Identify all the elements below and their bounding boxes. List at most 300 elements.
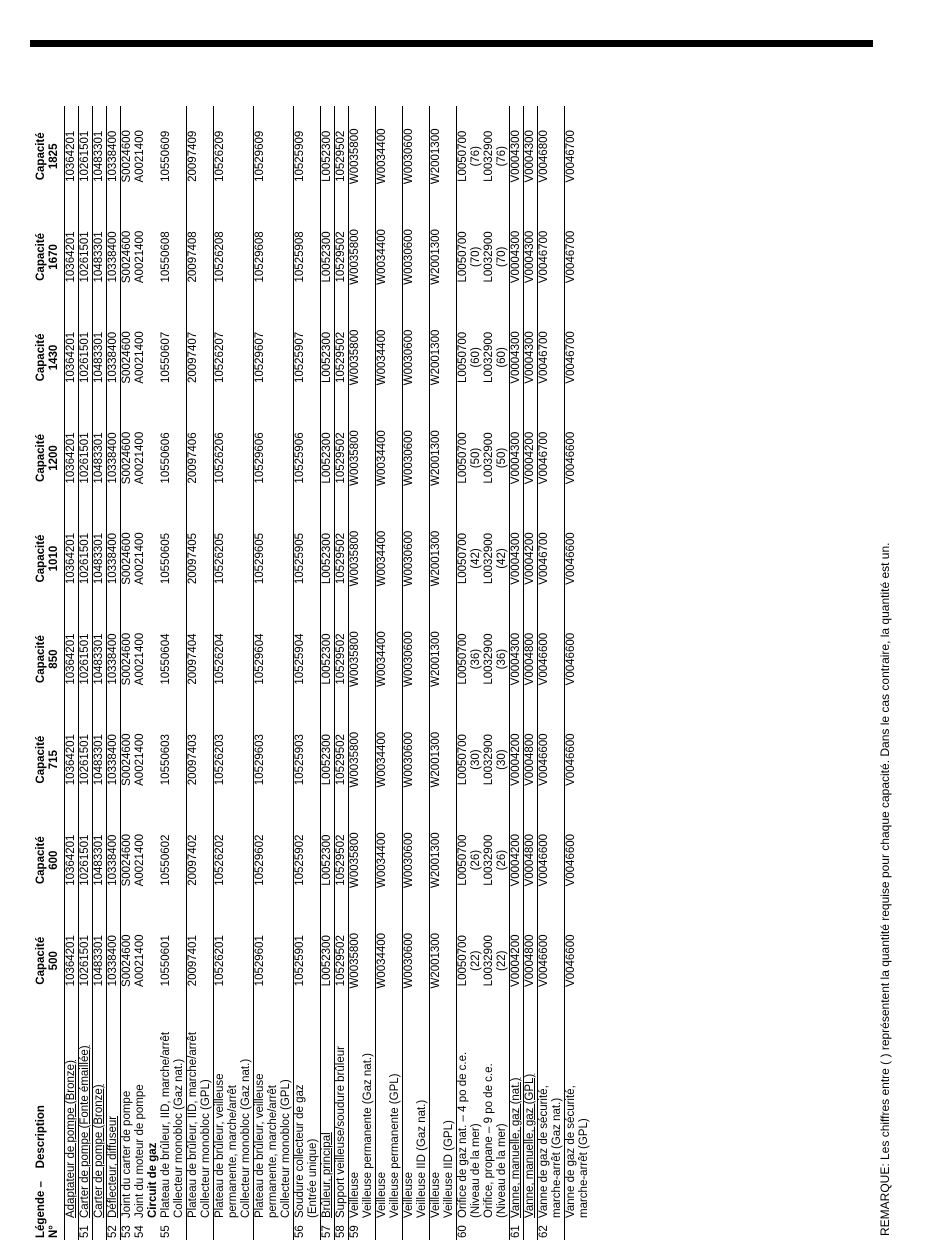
- legend-number: 52: [107, 1220, 121, 1240]
- part-number-cell: L0052300: [321, 609, 335, 710]
- part-number-cell: W0035800: [349, 609, 376, 710]
- legend-number: 60: [457, 1220, 484, 1240]
- part-number-cell: 10529502: [335, 408, 349, 509]
- part-description: Vanne, manuelle, gaz (GPL): [524, 1011, 538, 1220]
- table-header-row: [35, 106, 65, 1240]
- part-number-cell: V0046700: [538, 408, 565, 509]
- part-number-cell: V0046600: [565, 709, 592, 810]
- table-row: [524, 106, 538, 1240]
- part-number-cell: W2001300: [430, 910, 457, 1011]
- part-number-cell: V0004200: [510, 709, 524, 810]
- capacity-header: Capacité 1670: [35, 207, 65, 308]
- legend-number: [214, 1220, 254, 1240]
- table-row: [349, 106, 376, 1240]
- part-number-cell: A0021400: [134, 833, 146, 887]
- legend-number: [187, 1220, 214, 1240]
- part-number-cell: [147, 609, 160, 710]
- part-number-cell: [147, 307, 160, 408]
- table-row: [457, 106, 484, 1240]
- top-rule: [30, 40, 873, 47]
- legend-number: [147, 1220, 160, 1240]
- part-number-cell: A0021400: [134, 230, 146, 284]
- part-number-cell: V0004300: [510, 207, 524, 308]
- part-number-cell: L0050700 (26): [457, 810, 484, 911]
- part-number-cell: L0032900 (76): [483, 130, 508, 182]
- table-row: [214, 106, 254, 1240]
- part-number-cell: L0032900 (30): [483, 734, 508, 786]
- part-number-cell: 10525901: [294, 910, 321, 1011]
- legend-number: 54: [134, 1225, 146, 1238]
- legend-description-header: Légende – Description N°: [35, 1011, 65, 1240]
- capacity-header: Capacité 600: [35, 810, 65, 911]
- part-number-cell: V0004200: [510, 810, 524, 911]
- part-number-cell: 10550609: [160, 130, 172, 182]
- part-description: Déflecteur, diffuseur: [107, 1011, 121, 1220]
- legend-number: [430, 1220, 457, 1240]
- part-number-cell: V0004200: [524, 408, 538, 509]
- part-number-cell: V0046600: [565, 910, 592, 1011]
- part-number-cell: 10483301: [93, 709, 107, 810]
- part-number-cell: V0046600: [538, 709, 565, 810]
- part-number-cell: V0046700: [565, 307, 592, 408]
- part-description: Joint du moteur de pompe: [134, 1084, 146, 1218]
- part-number-cell: W0030600: [403, 106, 430, 207]
- part-number-cell: 20097407: [187, 307, 214, 408]
- part-number-cell: V0004200: [524, 508, 538, 609]
- part-description: Vanne de gaz de sécurité, marche-arrêt (GPL): [565, 1011, 592, 1220]
- legend-number: 57: [321, 1220, 335, 1240]
- part-description: Veilleuse Veilleuse IID (GPL): [430, 1011, 457, 1220]
- legend-number: [254, 1220, 294, 1240]
- part-number-cell: 10529608: [254, 207, 294, 308]
- part-number-cell: W2001300: [430, 106, 457, 207]
- part-number-cell: V0004300: [510, 408, 524, 509]
- part-number-cell: 10550605: [160, 532, 172, 585]
- part-number-cell: 10364201: [65, 231, 77, 283]
- legend-number: 55: [160, 1225, 172, 1238]
- part-number-cell: L0050700 (60): [457, 307, 484, 408]
- parts-table: [35, 106, 591, 1240]
- part-number-cell: L0050700 (70): [457, 207, 484, 308]
- part-number-cell: 20097408: [187, 207, 214, 308]
- part-number-cell: [147, 207, 160, 308]
- part-number-cell: 10261501: [79, 910, 93, 1011]
- part-number-cell: W0030600: [403, 910, 430, 1011]
- part-description: Joint du carter de pompe: [121, 1011, 135, 1220]
- part-number-cell: S0024600: [121, 810, 135, 911]
- part-number-cell: 10483301: [93, 609, 107, 710]
- part-number-cell: W0030600: [403, 508, 430, 609]
- part-number-cell: S0024600: [121, 307, 135, 408]
- part-number-cell: 10526201: [214, 910, 254, 1011]
- part-number-cell: 10529502: [335, 508, 349, 609]
- legend-number: 58: [335, 1220, 349, 1240]
- part-number-cell: [147, 408, 160, 509]
- part-number-cell: S0024600: [121, 609, 135, 710]
- part-number-cell: 10526205: [214, 508, 254, 609]
- part-number-cell: 10338400: [107, 408, 121, 509]
- part-number-cell: 10526204: [214, 609, 254, 710]
- part-number-cell: 10529502: [335, 709, 349, 810]
- part-number-cell: W0035800: [349, 408, 376, 509]
- part-number-cell: 10529502: [335, 910, 349, 1011]
- part-number-cell: L0050700 (50): [457, 408, 484, 509]
- part-number-cell: W0030600: [403, 408, 430, 509]
- part-number-cell: 10526202: [214, 810, 254, 911]
- part-number-cell: V0004300: [524, 307, 538, 408]
- part-number-cell: W2001300: [430, 307, 457, 408]
- part-description: Vanne, manuelle, gaz (nat.): [510, 1011, 524, 1220]
- part-number-cell: V0004200: [510, 910, 524, 1011]
- part-number-cell: 10364201: [65, 331, 77, 384]
- part-number-cell: V0004300: [510, 307, 524, 408]
- part-description: Support veilleuse/soudure brûleur: [335, 1011, 349, 1220]
- part-number-cell: W0035800: [349, 709, 376, 810]
- part-number-cell: A0021400: [134, 130, 146, 183]
- part-number-cell: 10550602: [160, 834, 172, 886]
- part-number-cell: W2001300: [430, 408, 457, 509]
- part-number-cell: 10529602: [254, 810, 294, 911]
- part-number-cell: 10525904: [294, 609, 321, 710]
- part-number-cell: L0032900 (60): [483, 331, 508, 384]
- table-row: [160, 106, 187, 1240]
- table-row: [510, 106, 524, 1240]
- part-number-cell: W0034400: [376, 910, 403, 1011]
- part-number-cell: W0030600: [403, 609, 430, 710]
- part-number-cell: 10483301: [93, 307, 107, 408]
- part-number-cell: L0050700 (30): [457, 709, 484, 810]
- part-number-cell: 10529606: [254, 408, 294, 509]
- table-row: [294, 106, 321, 1240]
- part-number-cell: 10261501: [79, 408, 93, 509]
- part-number-cell: W2001300: [430, 709, 457, 810]
- legend-number: [65, 1220, 79, 1240]
- part-number-cell: V0046600: [538, 810, 565, 911]
- part-number-cell: 10364201: [65, 432, 77, 484]
- legend-number: [403, 1220, 430, 1240]
- part-number-cell: 10550603: [160, 734, 172, 786]
- part-number-cell: V0004300: [510, 609, 524, 710]
- part-description: Adaptateur de pompe (Bronze): [65, 1060, 77, 1218]
- part-number-cell: S0024600: [121, 207, 135, 308]
- part-number-cell: 10526206: [214, 408, 254, 509]
- part-number-cell: L0052300: [321, 810, 335, 911]
- legend-number: [483, 1220, 510, 1240]
- part-number-cell: 10261501: [79, 609, 93, 710]
- part-number-cell: L0050700 (22): [457, 910, 484, 1011]
- part-number-cell: A0021400: [134, 632, 146, 686]
- part-number-cell: 10525902: [294, 810, 321, 911]
- part-number-cell: V0004800: [524, 609, 538, 710]
- part-description: Veilleuse Veilleuse permanente (GPL): [376, 1011, 403, 1220]
- part-number-cell: V0004300: [510, 508, 524, 609]
- part-number-cell: 10526208: [214, 207, 254, 308]
- part-number-cell: W0034400: [376, 307, 403, 408]
- part-number-cell: W0030600: [403, 810, 430, 911]
- part-description: Vanne de gaz de sécurité, marche-arrêt (Gaz nat.): [538, 1011, 565, 1220]
- part-number-cell: 20097406: [187, 408, 214, 509]
- part-number-cell: V0004300: [510, 106, 524, 207]
- part-number-cell: V0046600: [565, 609, 592, 710]
- part-number-cell: V0046700: [565, 207, 592, 308]
- part-number-cell: 10364201: [65, 130, 77, 182]
- legend-number: 51: [79, 1220, 93, 1240]
- part-number-cell: 10526209: [214, 106, 254, 207]
- table-row: [93, 106, 107, 1240]
- part-description: Plateau de brûleur, IID, marche/arrêt Collecteur monobloc (GPL): [187, 1011, 214, 1220]
- capacity-header: Capacité 715: [35, 709, 65, 810]
- part-number-cell: 10529605: [254, 508, 294, 609]
- table-row: [121, 106, 135, 1240]
- part-number-cell: L0050700 (42): [457, 508, 484, 609]
- part-description: Brûleur, principal: [321, 1011, 335, 1220]
- part-number-cell: W0034400: [376, 609, 403, 710]
- part-number-cell: 10529502: [335, 307, 349, 408]
- part-number-cell: 10550604: [160, 633, 172, 685]
- part-number-cell: A0021400: [134, 934, 146, 987]
- table-row: [376, 106, 403, 1240]
- rotated-page: [35, 90, 591, 1240]
- part-number-cell: W0034400: [376, 810, 403, 911]
- part-number-cell: 10483301: [93, 106, 107, 207]
- part-number-cell: L0052300: [321, 508, 335, 609]
- part-number-cell: S0024600: [121, 508, 135, 609]
- part-number-cell: S0024600: [121, 106, 135, 207]
- part-number-cell: 10529502: [335, 810, 349, 911]
- part-number-cell: 10364201: [65, 734, 77, 786]
- part-number-cell: L0050700 (36): [457, 609, 484, 710]
- part-number-cell: A0021400: [134, 431, 146, 485]
- legend-number: 53: [121, 1220, 135, 1240]
- part-number-cell: S0024600: [121, 910, 135, 1011]
- part-number-cell: W0035800: [349, 508, 376, 609]
- part-number-cell: 10550601: [160, 935, 172, 987]
- part-number-cell: [147, 106, 160, 207]
- part-number-cell: L0032900 (22): [483, 935, 508, 987]
- part-number-cell: 10526207: [214, 307, 254, 408]
- part-number-cell: 10550606: [160, 432, 172, 484]
- part-number-cell: 10529603: [254, 709, 294, 810]
- capacity-header: Capacité 500: [35, 910, 65, 1011]
- part-number-cell: 10261501: [79, 307, 93, 408]
- capacity-header: Capacité 1200: [35, 408, 65, 509]
- part-number-cell: L0052300: [321, 207, 335, 308]
- table-row: [187, 106, 214, 1240]
- part-number-cell: V0046600: [565, 408, 592, 509]
- part-number-cell: 10525907: [294, 307, 321, 408]
- part-number-cell: W0034400: [376, 508, 403, 609]
- part-number-cell: V0004800: [524, 910, 538, 1011]
- part-number-cell: V0046600: [565, 508, 592, 609]
- part-number-cell: V0046600: [538, 910, 565, 1011]
- table-row: [79, 106, 93, 1240]
- part-number-cell: 10261501: [79, 810, 93, 911]
- part-number-cell: 10529609: [254, 106, 294, 207]
- part-number-cell: L0052300: [321, 709, 335, 810]
- table-row: [538, 106, 565, 1240]
- part-number-cell: L0032900 (70): [483, 231, 508, 283]
- part-number-cell: 10525909: [294, 106, 321, 207]
- legend-number: 56: [294, 1220, 321, 1240]
- part-number-cell: 10529502: [335, 207, 349, 308]
- part-number-cell: V0004300: [524, 106, 538, 207]
- part-number-cell: W0034400: [376, 207, 403, 308]
- table-row: [335, 106, 349, 1240]
- part-number-cell: 10526203: [214, 709, 254, 810]
- legend-number: [376, 1220, 403, 1240]
- part-number-cell: L0052300: [321, 106, 335, 207]
- table-row: [65, 106, 79, 1240]
- part-number-cell: 10338400: [107, 810, 121, 911]
- remark-note: REMARQUE: Les chiffres entre ( ) représentent la quantité requise pour chaque capacité. Dans le cas contraire, la quantité est un.: [878, 542, 892, 1236]
- table-row: [107, 106, 121, 1240]
- table-row: [483, 106, 510, 1240]
- part-number-cell: W0030600: [403, 307, 430, 408]
- part-number-cell: 10338400: [107, 207, 121, 308]
- part-description: Soudure collecteur de gaz (Entrée unique): [294, 1011, 321, 1220]
- part-number-cell: 10525906: [294, 408, 321, 509]
- part-number-cell: L0052300: [321, 307, 335, 408]
- part-number-cell: W2001300: [430, 810, 457, 911]
- part-number-cell: 10338400: [107, 609, 121, 710]
- part-number-cell: 10364201: [65, 633, 77, 685]
- legend-number: [524, 1220, 538, 1240]
- part-number-cell: V0046700: [538, 307, 565, 408]
- part-description: Plateau de brûleur, veilleuse permanente, marche/arrêt Collecteur monobloc (Gaz nat.): [214, 1011, 254, 1220]
- part-number-cell: W0035800: [349, 207, 376, 308]
- table-row: [254, 106, 294, 1240]
- part-description: Orifice, propane – 9 po de c.e. (Niveau de la mer): [483, 1063, 508, 1218]
- part-number-cell: W0030600: [403, 709, 430, 810]
- table-row: [321, 106, 335, 1240]
- part-number-cell: 10529601: [254, 910, 294, 1011]
- part-number-cell: A0021400: [134, 532, 146, 585]
- part-number-cell: V0046700: [538, 207, 565, 308]
- part-number-cell: 10338400: [107, 709, 121, 810]
- part-number-cell: 10483301: [93, 910, 107, 1011]
- legend-number: 59: [349, 1220, 376, 1240]
- table-row: [147, 106, 160, 1240]
- legend-number: 62: [538, 1220, 565, 1240]
- part-number-cell: V0046800: [538, 106, 565, 207]
- part-number-cell: V0004800: [524, 810, 538, 911]
- part-number-cell: 10525903: [294, 709, 321, 810]
- table-row: [134, 106, 147, 1240]
- part-number-cell: V0046700: [565, 106, 592, 207]
- part-number-cell: 10483301: [93, 408, 107, 509]
- table-row: [403, 106, 430, 1240]
- part-number-cell: W0034400: [376, 408, 403, 509]
- part-number-cell: 10338400: [107, 307, 121, 408]
- part-number-cell: V0046700: [538, 508, 565, 609]
- capacity-header: Capacité 1825: [35, 106, 65, 207]
- part-number-cell: W2001300: [430, 609, 457, 710]
- part-description: Plateau de brûleur, veilleuse permanente, marche/arrêt Collecteur monobloc (GPL): [254, 1011, 294, 1220]
- part-number-cell: L0032900 (50): [483, 432, 508, 484]
- part-description: Carter de pompe (Fonte émaillée): [79, 1011, 93, 1220]
- part-number-cell: 10338400: [107, 910, 121, 1011]
- part-number-cell: V0046600: [538, 609, 565, 710]
- part-number-cell: W0034400: [376, 709, 403, 810]
- legend-number: [565, 1220, 592, 1240]
- part-number-cell: 20097404: [187, 609, 214, 710]
- part-description: Orifice de gaz nat. – 4 po de c.e. (Niveau de la mer): [457, 1011, 484, 1220]
- part-number-cell: L0032900 (36): [483, 633, 508, 685]
- part-description: Carter de pompe (Bronze): [93, 1011, 107, 1220]
- part-description: Plateau de brûleur, IID, marche/arrêt Collecteur monobloc (Gaz nat.): [160, 1031, 185, 1218]
- part-number-cell: W2001300: [430, 508, 457, 609]
- part-number-cell: [147, 709, 160, 810]
- part-number-cell: [147, 508, 160, 609]
- part-number-cell: V0004300: [524, 207, 538, 308]
- part-number-cell: 10529502: [335, 609, 349, 710]
- part-number-cell: W2001300: [430, 207, 457, 308]
- part-number-cell: 10261501: [79, 207, 93, 308]
- capacity-header: Capacité 1430: [35, 307, 65, 408]
- part-number-cell: 10261501: [79, 508, 93, 609]
- part-number-cell: 10525908: [294, 207, 321, 308]
- part-number-cell: 10550608: [160, 231, 172, 283]
- part-number-cell: 10364201: [65, 935, 77, 987]
- table-row: [430, 106, 457, 1240]
- part-number-cell: 10525905: [294, 508, 321, 609]
- legend-number: [93, 1220, 107, 1240]
- part-number-cell: [147, 910, 160, 1011]
- part-number-cell: 20097403: [187, 709, 214, 810]
- part-description: Veilleuse Veilleuse permanente (Gaz nat.): [349, 1011, 376, 1220]
- part-number-cell: 20097401: [187, 910, 214, 1011]
- part-number-cell: 10338400: [107, 106, 121, 207]
- part-number-cell: S0024600: [121, 408, 135, 509]
- part-number-cell: 20097409: [187, 106, 214, 207]
- part-number-cell: 10261501: [79, 106, 93, 207]
- part-number-cell: 20097402: [187, 810, 214, 911]
- part-number-cell: 10550607: [160, 331, 172, 384]
- table-row: [565, 106, 592, 1240]
- part-number-cell: L0052300: [321, 910, 335, 1011]
- capacity-header: Capacité 850: [35, 609, 65, 710]
- part-number-cell: L0052300: [321, 408, 335, 509]
- part-number-cell: [147, 810, 160, 911]
- part-number-cell: V0004800: [524, 709, 538, 810]
- part-number-cell: 10529604: [254, 609, 294, 710]
- part-number-cell: L0032900 (26): [483, 834, 508, 886]
- part-number-cell: 20097405: [187, 508, 214, 609]
- part-number-cell: 10364201: [65, 532, 77, 585]
- part-number-cell: W0035800: [349, 307, 376, 408]
- part-number-cell: A0021400: [134, 733, 146, 786]
- part-number-cell: W0035800: [349, 910, 376, 1011]
- part-number-cell: 10338400: [107, 508, 121, 609]
- part-number-cell: 10483301: [93, 207, 107, 308]
- part-number-cell: W0030600: [403, 207, 430, 308]
- section-subheader: Circuit de gaz: [147, 1142, 159, 1218]
- part-number-cell: 10261501: [79, 709, 93, 810]
- table-body: [65, 106, 592, 1240]
- part-description: Veilleuse Veilleuse IID (Gaz nat.): [403, 1011, 430, 1220]
- part-number-cell: 10364201: [65, 834, 77, 886]
- part-number-cell: L0032900 (42): [483, 532, 508, 585]
- part-number-cell: A0021400: [134, 331, 146, 384]
- part-number-cell: 10483301: [93, 810, 107, 911]
- part-number-cell: W0035800: [349, 810, 376, 911]
- legend-number: 61: [510, 1220, 524, 1240]
- part-number-cell: W0034400: [376, 106, 403, 207]
- part-number-cell: W0035800: [349, 106, 376, 207]
- part-number-cell: V0046600: [565, 810, 592, 911]
- part-number-cell: S0024600: [121, 709, 135, 810]
- part-number-cell: L0050700 (76): [457, 106, 484, 207]
